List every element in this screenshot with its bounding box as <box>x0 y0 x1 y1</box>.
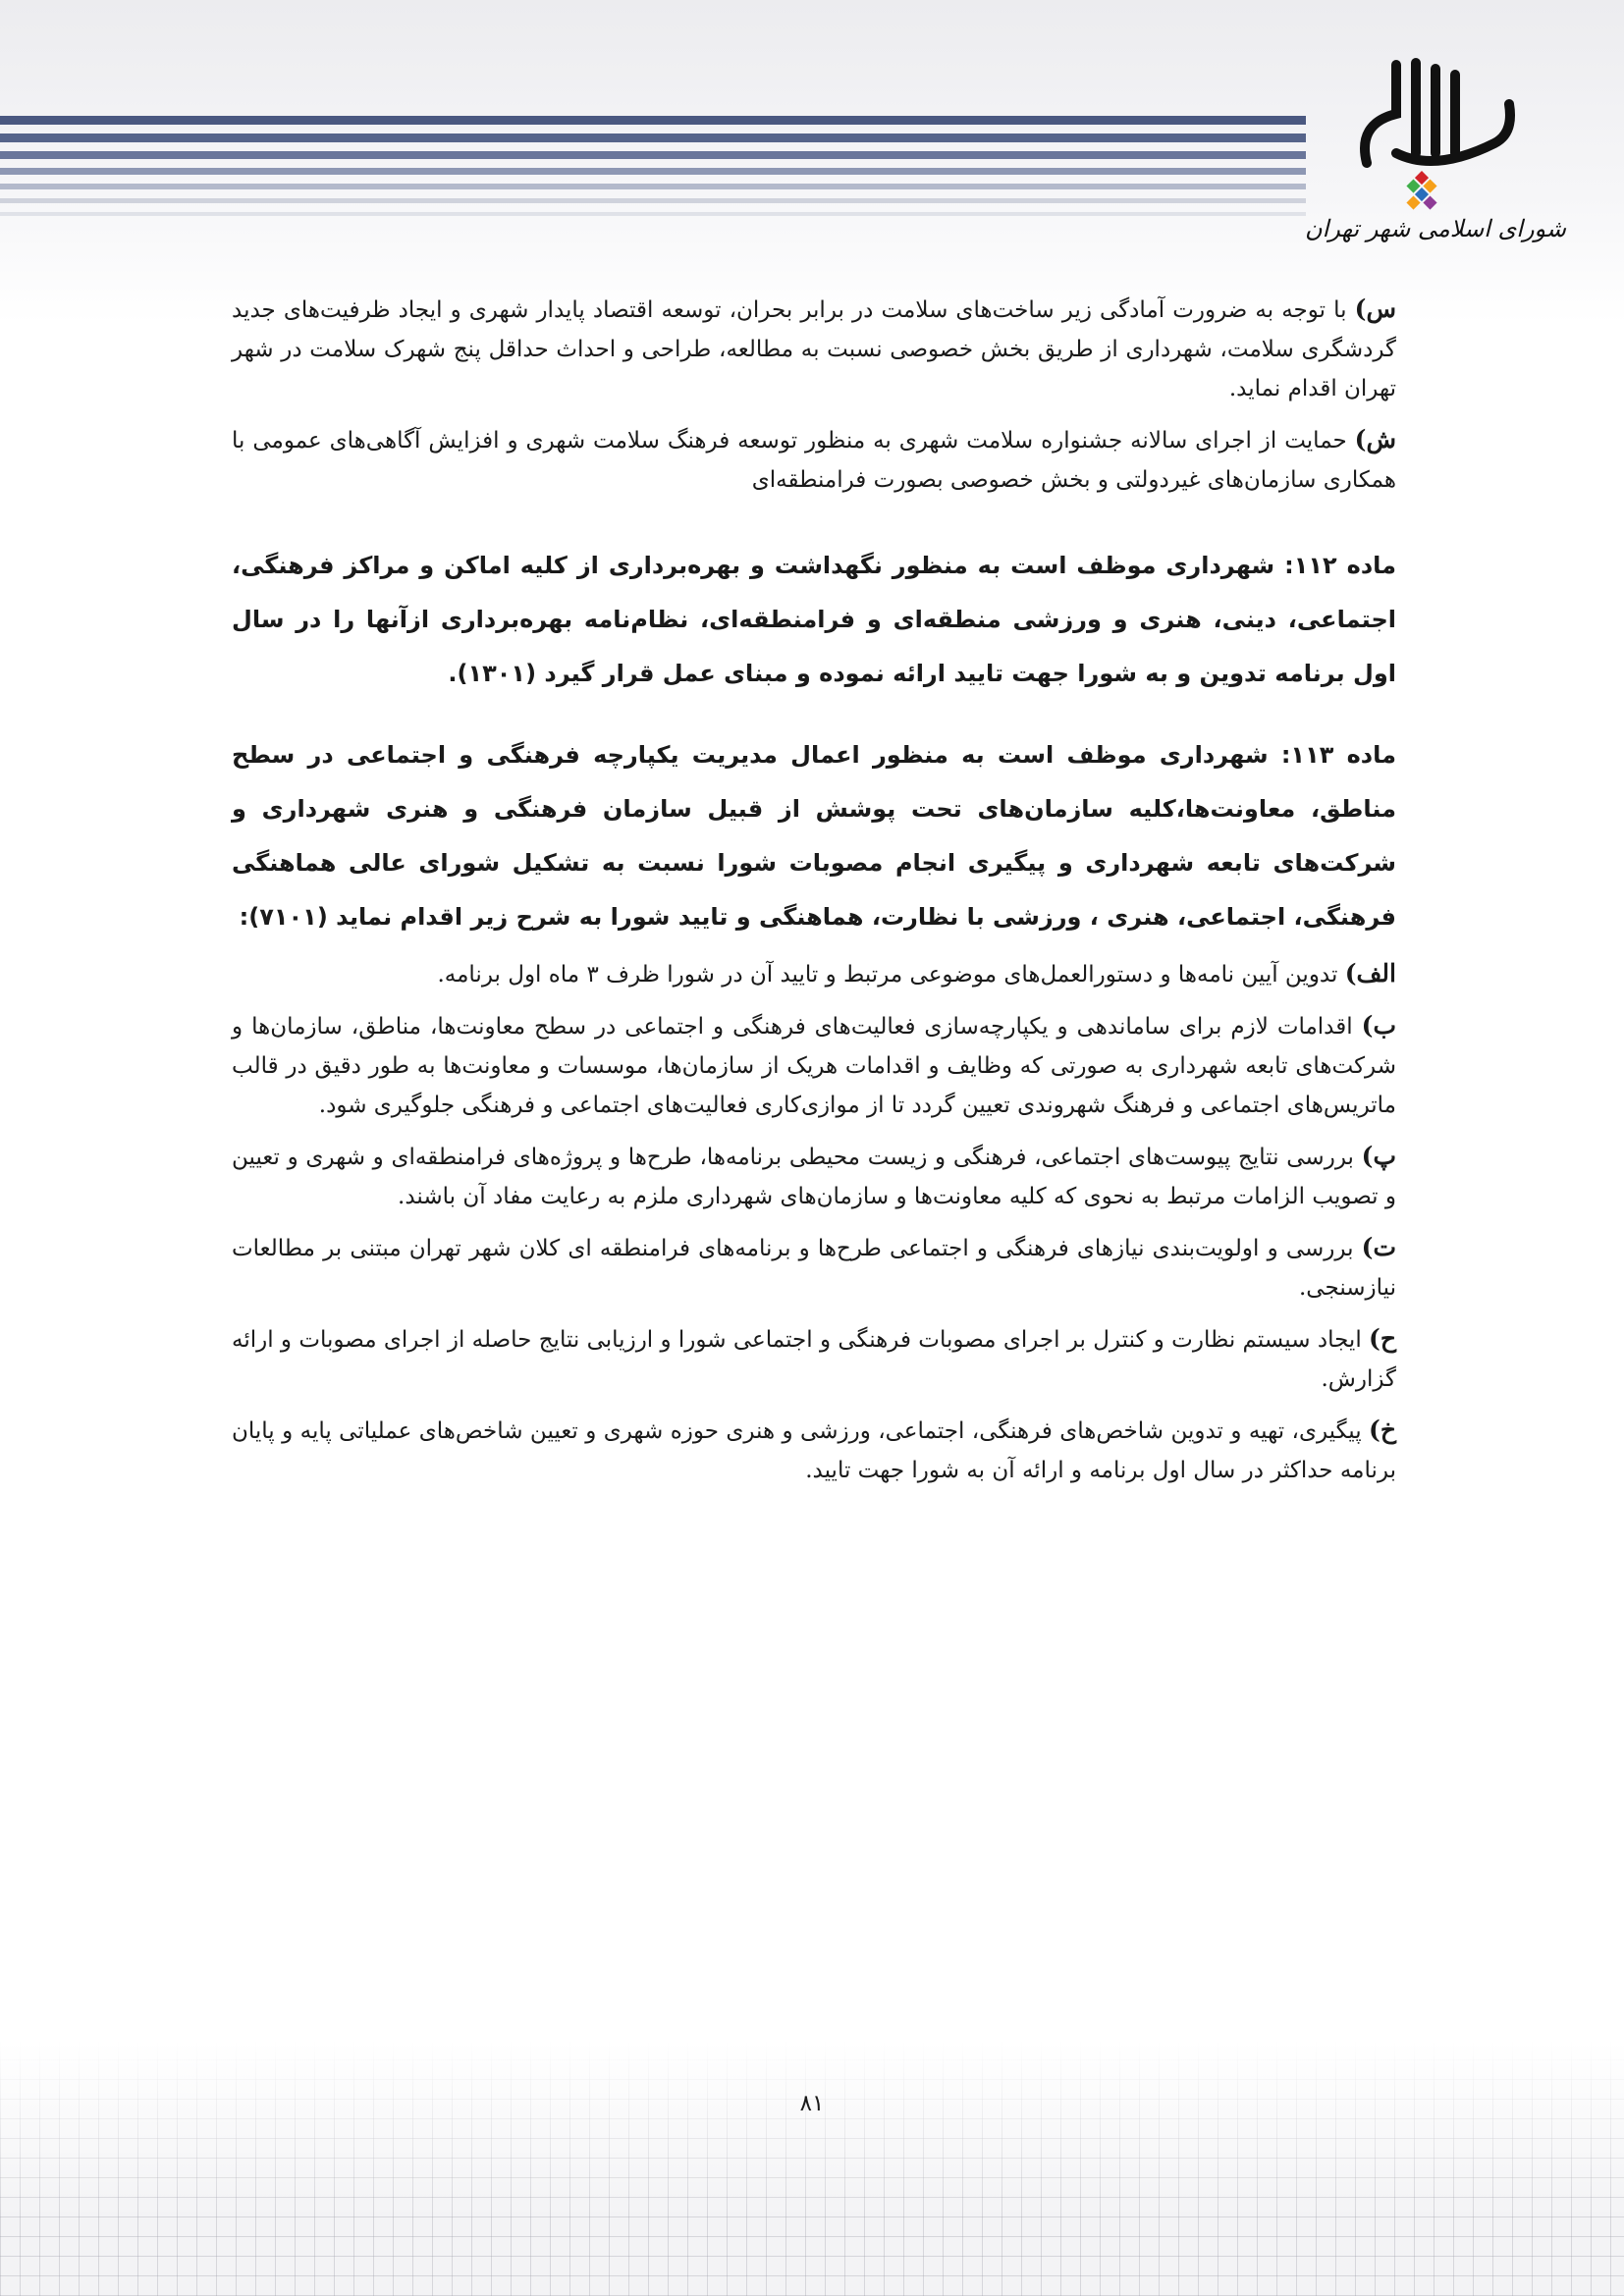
council-logo-icon <box>1304 55 1567 251</box>
clause-marker: الف) <box>1344 959 1396 988</box>
clause-paragraph <box>232 954 1396 994</box>
page-number: ۸۱ <box>799 2091 825 2116</box>
logo-text: شورای اسلامی شهر تهران <box>1304 215 1567 242</box>
clause-marker: خ) <box>1369 1415 1396 1444</box>
clause-text: تدوین آیین نامه‌ها و دستورالعمل‌های موضوعی مرتبط و تایید آن در شورا ظرف ۳ ماه اول برنامه. <box>437 962 1345 988</box>
document-body <box>232 290 1396 1502</box>
clause-marker: ب) <box>1361 1011 1396 1040</box>
article-112: ماده ۱۱۲: شهرداری موظف است به منظور نگهداشت و بهره‌برداری از کلیه اماکن و مراکز فرهنگی، اجتماعی، دینی، هنری و ورزشی منطقه‌ای و فرامنطقه‌ای، نظام‌نامه بهره‌برداری ازآنها را در سال اول برنامه تدوین و به شورا جهت تایید ارائه نموده و مبنای عمل قرار گیرد (۱۳۰۱). <box>232 552 1397 687</box>
clause-paragraph <box>232 290 1396 408</box>
article-113: ماده ۱۱۳: شهرداری موظف است به منظور اعمال مدیریت یکپارچه فرهنگی و اجتماعی در سطح مناطق، معاونت‌ها،کلیه سازمان‌های تحت پوشش از قبیل سازمان فرهنگی و هنری شهرداری و شرکت‌های تابعه شهرداری و پیگیری انجام مصوبات شورا نسبت به تشکیل شورای عالی هماهنگی فرهنگی، اجتماعی، هنری ، ورزشی با نظارت، هماهنگی و تایید شورا به شرح زیر اقدام نماید (۷۱۰۱): <box>232 741 1396 931</box>
council-logo <box>1304 55 1567 251</box>
clause-marker: ت) <box>1361 1233 1396 1261</box>
clause-text: بررسی و اولویت‌بندی نیازهای فرهنگی و اجتماعی طرح‌ها و برنامه‌های فرامنطقه ای کلان شهر تهران مبتنی بر مطالعات نیازسنجی. <box>232 1236 1396 1301</box>
clause-paragraph <box>232 1228 1396 1308</box>
clause-marker: ش) <box>1354 425 1396 454</box>
clause-text: بررسی نتایج پیوست‌های اجتماعی، فرهنگی و زیست محیطی برنامه‌ها، طرح‌ها و پروژه‌های فرامنطقه‌ای و شهری و تعیین و تصویب الزامات مرتبط به نحوی که کلیه معاونت‌ها و سازمان‌های شهرداری ملزم به رعایت مفاد آن باشند. <box>232 1145 1396 1209</box>
clause-text: حمایت از اجرای سالانه جشنواره سلامت شهری به منظور توسعه فرهنگ سلامت شهری و افزایش آگاهی‌های عمومی با همکاری سازمان‌های غیردولتی و بخش خصوصی بصورت فرامنطقه‌ای <box>232 428 1396 493</box>
clause-text: اقدامات لازم برای ساماندهی و یکپارچه‌سازی فعالیت‌های فرهنگی و اجتماعی در سطح معاونت‌ها، مناطق، سازمان‌ها و شرکت‌های تابعه شهرداری به صورتی که وظایف و اقدامات هریک از سازمان‌ها، موسسات و معاونت‌ها به طور دقیق در قالب ماتریس‌های اجتماعی و فرهنگ شهروندی تعیین گردد تا از موازی‌کاری فعالیت‌های اجتماعی و فرهنگی جلوگیری شود. <box>232 1014 1396 1118</box>
paragraphs-top <box>232 290 1396 500</box>
clause-marker: س) <box>1354 294 1396 323</box>
clause-paragraph <box>232 1137 1396 1216</box>
clause-paragraph <box>232 420 1396 500</box>
clause-text: با توجه به ضرورت آمادگی زیر ساخت‌های سلامت در برابر بحران، توسعه اقتصاد پایدار شهری و ایجاد ظرفیت‌های جدید گردشگری سلامت، شهرداری از طریق بخش خصوصی نسبت به مطالعه، طراحی و احداث حداقل پنج شهرک سلامت در شهر تهران اقدام نماید. <box>232 297 1396 401</box>
clause-marker: پ) <box>1361 1142 1396 1170</box>
clause-paragraph <box>232 1319 1396 1399</box>
clause-paragraph <box>232 1411 1396 1490</box>
clause-paragraph <box>232 1006 1396 1125</box>
clause-marker: ح) <box>1369 1324 1396 1353</box>
header-stripes <box>0 116 1306 232</box>
paragraphs-bottom <box>232 954 1396 1490</box>
footer-grid-background <box>0 2041 1624 2296</box>
clause-text: پیگیری، تهیه و تدوین شاخص‌های فرهنگی، اجتماعی، ورزشی و هنری حوزه شهری و تعیین شاخص‌های عملیاتی پایه و پایان برنامه حداکثر در سال اول برنامه و ارائه آن به شورا جهت تایید. <box>232 1418 1396 1483</box>
clause-text: ایجاد سیستم نظارت و کنترل بر اجرای مصوبات فرهنگی و اجتماعی شورا و ارزیابی نتایج حاصله از اجرای مصوبات و ارائه گزارش. <box>232 1327 1396 1392</box>
